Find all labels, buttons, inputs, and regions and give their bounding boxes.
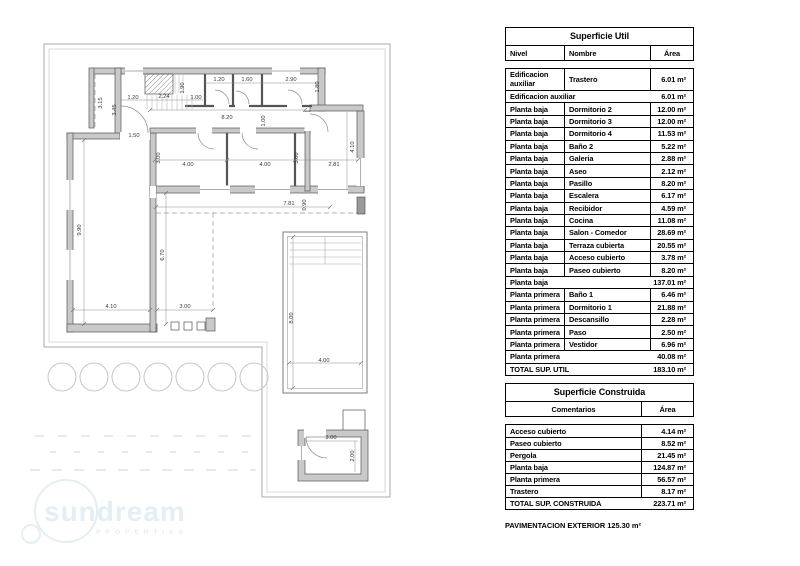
cell-area: 11.08 m²	[650, 215, 693, 226]
dimension-label: 0.90	[302, 199, 308, 211]
table-row	[506, 276, 693, 288]
table-row	[506, 449, 693, 461]
cell-area: 183.10 m²	[653, 364, 686, 374]
col-header-area: Área	[650, 46, 693, 61]
cell-nombre: Dormitorio 2	[564, 103, 650, 114]
col-header-area2: Área	[641, 402, 693, 417]
cell-nombre: Paso	[564, 326, 650, 337]
table-row	[506, 461, 693, 473]
cell-nivel: Planta baja	[510, 191, 548, 201]
cell-area: 4.59 m²	[650, 203, 693, 214]
column-footings	[171, 318, 215, 331]
cell-nombre: Pasillo	[564, 178, 650, 189]
table-row	[506, 325, 693, 337]
table-row	[506, 363, 693, 375]
cell-nombre: Paseo cubierto	[564, 264, 650, 275]
cell-nombre: Aseo	[564, 165, 650, 176]
cell-nivel: Planta baja	[510, 129, 548, 139]
dimension-label: 3.15	[98, 97, 104, 109]
plot-boundary	[44, 44, 390, 497]
cell-nivel: Planta baja	[510, 166, 548, 176]
dimension-label: 4.00	[182, 162, 194, 168]
cell-nombre: Dormitorio 3	[564, 116, 650, 127]
table-row	[506, 473, 693, 485]
table-row	[506, 189, 693, 201]
dimension-label: 1.50	[128, 133, 140, 139]
column	[357, 197, 365, 214]
cell-area: 21.88 m²	[650, 302, 693, 313]
col-header-nivel: Nivel	[510, 49, 528, 58]
cell-nivel: Edificacion auxiliar	[510, 92, 576, 102]
cell-nivel: Planta baja	[510, 104, 548, 114]
cell-area: 3.78 m²	[650, 252, 693, 263]
cell-nivel: Planta primera	[510, 315, 560, 325]
cell-nivel: Planta primera	[510, 302, 560, 312]
table-row	[506, 251, 693, 263]
trastero-building	[298, 410, 369, 481]
cell-nombre: Terraza cubierta	[564, 240, 650, 251]
table-row	[506, 497, 693, 509]
table-row	[506, 164, 693, 176]
table-row	[506, 127, 693, 139]
cell-comentario: TOTAL SUP. CONSTRUIDA	[510, 499, 602, 508]
cell-nombre: Dormitorio 1	[564, 302, 650, 313]
superficie-util-header	[505, 27, 694, 61]
dimension-label: 2.81	[328, 162, 340, 168]
cell-area: 6.96 m²	[650, 339, 693, 350]
cell-area: 8.20 m²	[650, 178, 693, 189]
dimension-label: 1.20	[213, 77, 225, 83]
cell-area: 12.00 m²	[650, 116, 693, 127]
table-row	[506, 140, 693, 152]
pavimentacion-note: PAVIMENTACION EXTERIOR 125.30 m²	[505, 521, 641, 530]
superficie-util-title: Superficie Util	[506, 28, 693, 46]
cell-area: 2.28 m²	[650, 314, 693, 325]
cell-nombre: Salon - Comedor	[564, 227, 650, 238]
dimension-label: 3.00	[294, 152, 300, 164]
cell-nombre: Dormitorio 4	[564, 128, 650, 139]
cell-nivel: Planta baja	[510, 216, 548, 226]
cell-area: 5.22 m²	[650, 141, 693, 152]
dimension-label: 4.10	[350, 141, 356, 153]
pool	[283, 232, 367, 393]
cell-nombre: Descansillo	[564, 314, 650, 325]
dimension-label: 9.90	[77, 224, 83, 236]
dimension-ticks	[71, 108, 363, 390]
dimension-label: 8.00	[289, 312, 295, 324]
table-row	[506, 226, 693, 238]
cell-comentario: Planta baja	[510, 463, 548, 472]
cell-area: 28.69 m²	[650, 227, 693, 238]
superficie-construida-table	[505, 424, 694, 510]
pool-steps	[289, 237, 361, 264]
col-header-comentarios: Comentarios	[551, 405, 596, 414]
table-row	[506, 102, 693, 114]
dimension-label: 4.10	[105, 304, 117, 310]
table-row	[506, 485, 693, 497]
cell-nivel: Planta primera	[510, 340, 560, 349]
cell-nivel: Edificacion auxiliar	[510, 69, 549, 88]
table-row	[506, 177, 693, 189]
cell-area: 223.71 m²	[653, 499, 686, 508]
superficie-construida-title: Superficie Construida	[506, 384, 693, 402]
cell-area: 2.88 m²	[650, 153, 693, 164]
tree-row	[48, 363, 268, 391]
cell-nivel: TOTAL SUP. UTIL	[510, 364, 570, 374]
cell-area: 12.00 m²	[650, 103, 693, 114]
cell-nombre: Recibidor	[564, 203, 650, 214]
table-row	[506, 350, 693, 362]
cell-area: 2.50 m²	[650, 326, 693, 337]
col-header-nombre: Nombre	[564, 46, 650, 61]
cell-area: 124.87 m²	[641, 462, 693, 473]
table-row	[506, 437, 693, 449]
cell-area: 11.53 m²	[650, 128, 693, 139]
cell-area: 40.08 m²	[657, 352, 686, 362]
cell-nombre: Trastero	[564, 69, 650, 90]
cell-nivel: Planta baja	[510, 154, 548, 164]
dimension-label: 2.24	[158, 94, 170, 100]
table-row	[506, 239, 693, 251]
cell-area: 8.20 m²	[650, 264, 693, 275]
table-row	[506, 301, 693, 313]
superficie-construida-header	[505, 383, 694, 417]
dimension-label: 4.00	[259, 162, 271, 168]
cell-area: 2.12 m²	[650, 165, 693, 176]
cell-area: 21.45 m²	[641, 450, 693, 461]
table-row	[506, 288, 693, 300]
dimension-label: 3.00	[156, 152, 162, 164]
cell-area: 137.01 m²	[653, 278, 686, 288]
dimension-label: 8.20	[221, 115, 233, 121]
dimension-label: 4.00	[318, 358, 330, 364]
cell-nivel: Planta baja	[510, 253, 548, 263]
dimension-label: 7.81	[283, 201, 295, 207]
watermark-tagline: PROPERTIES	[96, 529, 188, 536]
dimension-label: 1.00	[190, 95, 202, 101]
cell-comentario: Pergola	[510, 451, 537, 460]
dimension-label: 2.90	[285, 77, 297, 83]
table-row	[506, 338, 693, 350]
dimension-label: 2.00	[350, 450, 356, 462]
table-row	[506, 313, 693, 325]
cell-comentario: Paseo cubierto	[510, 439, 562, 448]
cell-nivel: Planta primera	[510, 327, 560, 337]
cell-nivel: Planta primera	[510, 290, 560, 300]
dimension-label: 3.00	[179, 304, 191, 310]
cell-area: 8.52 m²	[641, 438, 693, 449]
dimension-label: 3.00	[325, 435, 337, 441]
cell-nivel: Planta baja	[510, 116, 548, 126]
cell-area: 6.17 m²	[650, 190, 693, 201]
table-row	[506, 115, 693, 127]
superficie-util-table	[505, 68, 694, 376]
cell-nombre: Galeria	[564, 153, 650, 164]
ground-texture	[30, 436, 256, 470]
table-row	[506, 69, 693, 90]
cell-nombre: Baño 2	[564, 141, 650, 152]
dimension-label: 1.00	[261, 115, 267, 127]
pergola	[95, 74, 365, 331]
cell-nivel: Planta baja	[510, 278, 548, 288]
watermark-brand: sundream	[44, 496, 186, 527]
cell-area: 6.01 m²	[650, 69, 693, 90]
cell-nombre: Acceso cubierto	[564, 252, 650, 263]
cell-nivel: Planta baja	[510, 228, 548, 238]
cell-comentario: Trastero	[510, 487, 539, 496]
dimension-label: 1.60	[241, 77, 253, 83]
cell-nivel: Planta baja	[510, 265, 548, 275]
dimension-label: 6.70	[160, 249, 166, 261]
cell-area: 6.46 m²	[650, 289, 693, 300]
dimension-label: 1.80	[315, 81, 321, 93]
cell-area: 6.01 m²	[661, 92, 686, 102]
cell-nombre: Cocina	[564, 215, 650, 226]
cell-nivel: Planta baja	[510, 203, 548, 213]
cell-nivel: Planta baja	[510, 178, 548, 188]
cell-area: 20.55 m²	[650, 240, 693, 251]
cell-nombre: Vestidor	[564, 339, 650, 350]
table-row	[506, 152, 693, 164]
dimension-label: 3.45	[112, 104, 118, 116]
cell-nivel: Planta primera	[510, 352, 560, 362]
table-row	[506, 214, 693, 226]
cell-comentario: Planta primera	[510, 475, 560, 484]
cell-nivel: Planta baja	[510, 240, 548, 250]
cell-area: 4.14 m²	[641, 425, 693, 437]
cell-comentario: Acceso cubierto	[510, 426, 567, 436]
cell-area: 8.17 m²	[641, 486, 693, 497]
table-row	[506, 263, 693, 275]
dimension-lines	[71, 83, 363, 472]
table-row	[506, 425, 693, 437]
dimension-label: 1.90	[180, 82, 186, 94]
dimension-label: 1.20	[127, 95, 139, 101]
cell-nombre: Escalera	[564, 190, 650, 201]
table-row	[506, 202, 693, 214]
table-row	[506, 90, 693, 102]
cell-area: 56.57 m²	[641, 474, 693, 485]
cell-nombre: Baño 1	[564, 289, 650, 300]
cell-nivel: Planta baja	[510, 141, 548, 151]
